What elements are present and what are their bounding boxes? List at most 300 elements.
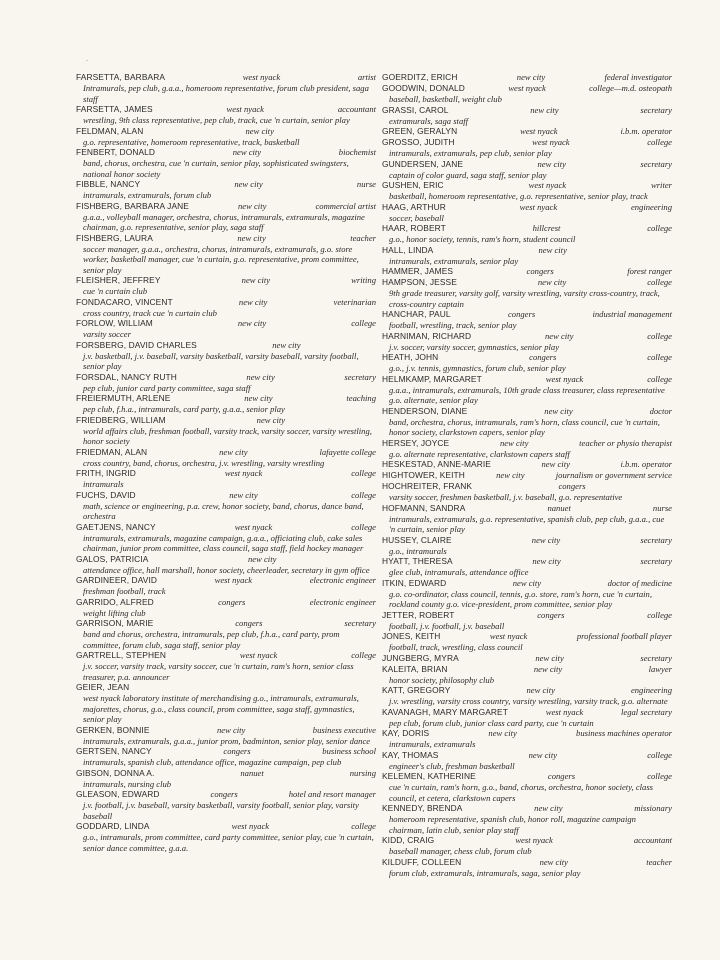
student-name: KAY, THOMAS <box>382 749 439 760</box>
senior-entry <box>76 575 376 597</box>
entry-header <box>382 535 672 546</box>
entry-header <box>382 331 672 342</box>
senior-entry <box>76 147 376 179</box>
student-name: FELDMAN, ALAN <box>76 125 144 136</box>
activities: football, wrestling, track, senior play <box>389 320 517 330</box>
activities: g.o. alternate representative, clarkstown capers staff <box>389 448 570 459</box>
senior-entry <box>382 610 672 632</box>
activities: j.v. basketball, j.v. baseball, varsity basketball, varsity baseball, varsity football, senior play <box>83 350 359 371</box>
career-goal: secretary <box>640 104 672 115</box>
entry-header <box>76 554 376 565</box>
senior-entry <box>382 685 672 707</box>
career-goal: legal secretary <box>621 706 672 717</box>
senior-entry <box>382 202 672 224</box>
career-goal: journalism or government service <box>555 470 672 480</box>
career-goal: accountant <box>337 104 376 114</box>
student-name: GOERDITZ, ERICH <box>382 72 458 82</box>
entry-header <box>382 438 672 449</box>
hometown: new city <box>526 685 555 695</box>
senior-entry <box>76 318 376 340</box>
career-goal: college <box>647 609 672 620</box>
activities: engineer's club, freshman basketball <box>389 760 515 771</box>
student-name: HAAG, ARTHUR <box>382 201 446 212</box>
hometown: congers <box>547 771 576 781</box>
hometown: congers <box>218 596 246 607</box>
activities: varsity soccer, freshmen basketball, j.v. baseball, g.o. representative <box>389 492 623 502</box>
entry-header <box>382 159 672 170</box>
senior-entry <box>76 297 376 319</box>
activities: soccer, baseball <box>389 212 444 223</box>
career-goal: industrial management <box>592 309 672 319</box>
career-goal: college <box>351 468 376 478</box>
entry-header <box>382 728 672 739</box>
activities: j.v. soccer, varsity soccer, gymnastics, senior play <box>389 341 560 352</box>
activities: intramurals, extramurals, forum club <box>83 190 212 200</box>
activities: g.a.a., intramurals, extramurals, 10th grade class treasurer, class representative g.o. alternate, senior play <box>389 384 665 405</box>
senior-entry <box>76 768 376 790</box>
student-name: FRIEDMAN, ALAN <box>76 446 148 457</box>
hometown: new city <box>246 371 275 382</box>
student-name: HIGHTOWER, KEITH <box>382 470 465 480</box>
hometown: west nyack <box>226 104 264 114</box>
senior-entry <box>382 126 672 137</box>
hometown: congers <box>223 746 251 756</box>
activities: honor society, philosophy club <box>389 674 495 685</box>
hometown: congers <box>529 352 557 362</box>
entry-header <box>382 137 672 148</box>
senior-entry <box>76 682 376 725</box>
student-name: HYATT, THERESA <box>382 556 453 566</box>
career-goal: missionary <box>634 803 672 813</box>
student-name: HERSEY, JOYCE <box>382 437 450 448</box>
hometown: new city <box>541 459 570 469</box>
entry-header <box>76 746 376 757</box>
senior-entry <box>382 266 672 277</box>
student-name: KALEITA, BRIAN <box>382 663 448 674</box>
entry-header <box>382 309 672 320</box>
hometown: nanuet <box>240 767 264 778</box>
senior-entry <box>76 126 376 148</box>
student-name: GRASSI, CAROL <box>382 104 449 115</box>
career-goal: college <box>647 373 672 384</box>
senior-entry <box>382 277 672 309</box>
activities: intramurals <box>83 479 124 489</box>
entry-header <box>382 481 672 492</box>
student-name: FIBBLE, NANCY <box>76 179 141 189</box>
activities: g.o., honor society, tennis, ram's horn, student council <box>389 234 576 244</box>
activities: glee club, intramurals, attendance office <box>389 567 529 577</box>
activities: j.v. wrestling, varsity cross country, varsity wrestling, varsity track, g.o. alternate <box>389 696 668 706</box>
career-goal: nursing <box>349 767 376 778</box>
hometown: new city <box>245 125 274 136</box>
student-name: FARSETTA, BARBARA <box>76 72 166 82</box>
activities: intramurals, extramurals <box>389 739 476 749</box>
entry-header <box>382 771 672 782</box>
hometown: west nyack <box>489 631 528 641</box>
hometown: west nyack <box>515 835 553 845</box>
senior-entry <box>382 105 672 127</box>
activities: basketball, homeroom representative, g.o. representative, senior play, track <box>389 191 648 201</box>
hometown: new city <box>537 277 567 287</box>
student-name: HOFMANN, SANDRA <box>382 502 466 513</box>
hometown: west nyack <box>242 72 281 82</box>
student-name: HEATH, JOHN <box>382 352 439 362</box>
career-goal: secretary <box>640 556 672 566</box>
student-name: GARRISON, MARIE <box>76 618 154 628</box>
student-name: HESKESTAD, ANNE-MARIE <box>382 459 491 469</box>
activities: pep club, f.h.a., intramurals, card party, g.a.a., senior play <box>83 404 285 414</box>
student-name: KAY, DORIS <box>382 728 430 738</box>
student-name: FENBERT, DONALD <box>76 147 156 157</box>
hometown: new city <box>533 663 563 674</box>
student-name: HENDERSON, DIANE <box>382 405 468 416</box>
activities: math, science or engineering, p.a. crew, honor society, band, chorus, dance band, orchestra <box>83 500 364 521</box>
career-goal: teacher <box>350 232 376 243</box>
student-name: GUNDERSEN, JANE <box>382 158 464 169</box>
entry-header <box>76 147 376 158</box>
hometown: nanuet <box>547 502 571 513</box>
student-name: FONDACARO, VINCENT <box>76 296 173 307</box>
entry-header <box>382 105 672 116</box>
senior-entry <box>76 490 376 522</box>
student-name: GERTSEN, NANCY <box>76 746 152 756</box>
senior-entry <box>382 137 672 159</box>
student-name: FORLOW, WILLIAM <box>76 318 153 328</box>
hometown: new city <box>272 339 301 350</box>
student-name: FRITH, INGRID <box>76 468 136 478</box>
senior-entry <box>382 159 672 181</box>
entry-header <box>76 618 376 629</box>
career-goal: artist <box>357 72 376 82</box>
hometown: new city <box>238 296 268 307</box>
senior-entry <box>382 857 672 879</box>
student-name: GARRIDO, ALFRED <box>76 596 154 607</box>
senior-entry <box>382 750 672 772</box>
senior-entry <box>382 438 672 460</box>
senior-entry <box>382 72 672 83</box>
senior-entry <box>76 72 376 104</box>
student-name: FORSDAL, NANCY RUTH <box>76 371 177 382</box>
hometown: new city <box>229 489 258 500</box>
career-goal: college <box>647 771 672 781</box>
activities: homeroom representative, spanish club, honor roll, magazine campaign chairman, latin club, senior play staff <box>389 814 636 835</box>
right-column <box>382 72 672 878</box>
activities: wrestling, 9th class representative, pep club, track, cue 'n curtain, senior play <box>83 115 350 125</box>
student-name: JONES, KEITH <box>382 631 441 641</box>
senior-entry <box>382 556 672 578</box>
student-name: KIDD, CRAIG <box>382 835 435 845</box>
hometown: new city <box>538 244 567 255</box>
senior-entry <box>382 728 672 750</box>
hometown: new city <box>530 104 559 115</box>
student-name: FREIERMUTH, ARLENE <box>76 393 171 403</box>
activities: g.o. representative, homeroom representative, track, basketball <box>83 136 300 147</box>
student-name: KATT, GREGORY <box>382 685 451 695</box>
career-goal: secretary <box>640 534 672 545</box>
career-goal: secretary <box>344 371 376 382</box>
career-goal: college <box>351 521 376 532</box>
hometown: west nyack <box>545 706 584 717</box>
hometown: new city <box>237 232 266 243</box>
activities: g.o., intramurals <box>389 545 447 556</box>
hometown: west nyack <box>532 137 570 147</box>
left-column <box>76 72 376 853</box>
career-goal: electronic engineer <box>309 596 376 607</box>
activities: soccer manager, g.a.a., orchestra, chorus, intramurals, extramurals, g.o. store worker, basketball manager, cue 'n curtain, g.o. representative, prom committee, senior play <box>83 243 359 275</box>
entry-header <box>382 664 672 675</box>
career-goal: federal investigator <box>604 72 672 82</box>
activities: forum club, extramurals, intramurals, saga, senior play <box>389 867 581 878</box>
hometown: west nyack <box>520 126 558 136</box>
student-name: KAVANAGH, MARY MARGARET <box>382 706 508 717</box>
career-goal: veterinarian <box>333 296 376 307</box>
senior-entry <box>382 83 672 105</box>
entry-header <box>382 126 672 137</box>
career-goal: commercial artist <box>315 200 376 211</box>
hometown: new city <box>537 158 566 169</box>
activities: 9th grade treasurer, varsity golf, varsity wrestling, varsity cross-country, track, cross-country captain <box>389 288 660 309</box>
career-goal: business school <box>322 746 376 756</box>
career-goal: nurse <box>356 179 376 189</box>
activities: football, j.v. football, j.v. baseball <box>389 620 505 631</box>
activities: g.o. co-ordinator, class council, tennis, g.o. store, ram's horn, cue 'n curtain, rockland county g.o. vice-president, prom committee, senior play <box>389 588 652 609</box>
student-name: GEIER, JEAN <box>76 682 130 692</box>
entry-header <box>76 318 376 329</box>
senior-entry <box>76 201 376 233</box>
career-goal: secretary <box>640 652 672 663</box>
hometown: new city <box>234 179 263 189</box>
hometown: congers <box>235 618 263 628</box>
student-name: HOCHREITER, FRANK <box>382 481 473 491</box>
activities: football, track, wrestling, class council <box>389 642 523 652</box>
hometown: west nyack <box>508 83 546 93</box>
hometown: west nyack <box>519 201 558 212</box>
student-name: HANCHAR, PAUL <box>382 309 451 319</box>
career-goal: writing <box>351 275 376 285</box>
entry-header <box>382 835 672 846</box>
student-name: HALL, LINDA <box>382 244 434 255</box>
entry-header <box>382 406 672 417</box>
career-goal: lafayette college <box>319 446 376 457</box>
senior-entry <box>382 309 672 331</box>
hometown: new city <box>219 446 248 457</box>
entry-header <box>76 72 376 83</box>
entry-header <box>382 374 672 385</box>
entry-header <box>382 653 672 664</box>
career-goal: college <box>647 137 672 147</box>
career-goal: teaching <box>346 393 376 403</box>
student-name: GLEASON, EDWARD <box>76 789 160 799</box>
student-name: KENNEDY, BRENDA <box>382 803 463 813</box>
entry-header <box>76 468 376 479</box>
student-name: GODDARD, LINDA <box>76 821 150 831</box>
senior-entry <box>382 352 672 374</box>
student-name: FORSBERG, DAVID CHARLES <box>76 339 197 350</box>
activities: g.o., j.v. tennis, gymnastics, forum club, senior play <box>389 363 566 373</box>
hometown: west nyack <box>231 821 270 831</box>
entry-header <box>382 631 672 642</box>
student-name: GREEN, GERALYN <box>382 126 458 136</box>
student-name: HELMKAMP, MARGARET <box>382 373 482 384</box>
entry-header <box>76 575 376 586</box>
activities: pep club, forum club, junior class card party, cue 'n curtain <box>389 717 594 728</box>
hometown: west nyack <box>545 373 584 384</box>
entry-header <box>76 415 376 426</box>
activities: cue 'n curtain club <box>83 286 148 296</box>
student-name: FUCHS, DAVID <box>76 489 136 500</box>
senior-entry <box>382 835 672 857</box>
activities: captain of color guard, saga staff, senior play <box>389 169 547 180</box>
activities: weight lifting club <box>83 607 146 618</box>
activities: intramurals, spanish club, attendance office, magazine campaign, pep club <box>83 757 342 767</box>
career-goal: nurse <box>652 502 672 513</box>
senior-entry <box>76 821 376 853</box>
hometown: new city <box>488 728 517 738</box>
entry-header <box>382 750 672 761</box>
senior-entry <box>76 618 376 650</box>
entry-header <box>76 201 376 212</box>
career-goal: business machines operator <box>576 728 672 738</box>
activities: g.o., intramurals, prom committee, card party committee, senior play, cue 'n curtain, senior dance committee, g.a.a. <box>83 832 374 853</box>
career-goal: teacher <box>646 856 672 867</box>
activities: cross country, band, chorus, orchestra, j.v. wrestling, varsity wrestling <box>83 457 325 468</box>
career-goal: business executive <box>312 724 376 735</box>
career-goal: teacher or physio therapist <box>579 437 672 448</box>
senior-entry <box>76 522 376 554</box>
student-name: GIBSON, DONNA A. <box>76 767 155 778</box>
hometown: new city <box>238 200 267 211</box>
entry-header <box>76 233 376 244</box>
career-goal: doctor of medicine <box>607 577 672 588</box>
career-goal: college <box>647 352 672 362</box>
hometown: new city <box>539 856 568 867</box>
student-name: GOODWIN, DONALD <box>382 83 465 93</box>
activities: Intramurals, pep club, g.a.a., homeroom representative, forum club president, saga staff <box>83 83 369 104</box>
activities: world affairs club, freshman football, varsity track, varsity soccer, varsity wrestling, honor society <box>83 425 372 446</box>
entry-header <box>382 266 672 277</box>
activities: j.v. football, j.v. baseball, varsity basketball, varsity football, senior play, varsity baseball <box>83 800 359 821</box>
student-name: ITKIN, EDWARD <box>382 577 447 588</box>
entry-header <box>382 803 672 814</box>
student-name: GERKEN, BONNIE <box>76 724 150 735</box>
entry-header <box>382 180 672 191</box>
hometown: new city <box>528 749 558 760</box>
senior-entry <box>382 653 672 664</box>
entry-header <box>76 768 376 779</box>
senior-entry <box>382 223 672 245</box>
hometown: west nyack <box>528 180 567 190</box>
career-goal: doctor <box>649 405 672 416</box>
student-name: HARNIMAN, RICHARD <box>382 330 472 341</box>
activities: j.v. soccer, varsity track, varsity soccer, cue 'n curtain, ram's horn, senior class treasurer, p.a. announcer <box>83 661 354 682</box>
entry-header <box>382 578 672 589</box>
activities: band, orchestra, chorus, intramurals, ram's horn, class council, cue 'n curtain, honor society, clarkstown capers, senior play <box>389 416 660 437</box>
student-name: FARSETTA, JAMES <box>76 104 153 114</box>
entry-header <box>76 597 376 608</box>
senior-entry <box>382 406 672 438</box>
entry-header <box>382 556 672 567</box>
entry-header <box>76 682 376 693</box>
activities: band and chorus, orchestra, intramurals, pep club, f.h.a., card party, prom committee, forum club, saga staff, senior play <box>83 629 340 650</box>
student-name: GUSHEN, ERIC <box>382 180 444 190</box>
student-name: KELEMEN, KATHERINE <box>382 771 476 781</box>
career-goal: accountant <box>633 835 672 845</box>
hometown: congers <box>537 609 565 620</box>
hometown: new city <box>256 414 286 425</box>
hometown: west nyack <box>224 468 263 478</box>
student-name: HUSSEY, CLAIRE <box>382 534 452 545</box>
activities: pep club, junior card party committee, saga staff <box>83 382 251 393</box>
entry-header <box>76 104 376 115</box>
senior-entry <box>76 104 376 126</box>
career-goal: hotel and resort manager <box>288 789 376 799</box>
career-goal: engineering <box>630 685 672 695</box>
senior-entry <box>382 245 672 267</box>
activities: intramurals, extramurals, senior play <box>389 255 519 266</box>
student-name: FLEISHER, JEFFREY <box>76 275 161 285</box>
career-goal: college <box>647 277 672 287</box>
hometown: congers <box>210 789 238 799</box>
senior-entry <box>76 179 376 201</box>
hometown: new city <box>534 803 563 813</box>
entry-header <box>76 821 376 832</box>
senior-entry <box>382 578 672 610</box>
hometown: new city <box>241 275 271 285</box>
career-goal: engineering <box>630 201 672 212</box>
student-name: GARTRELL, STEPHEN <box>76 650 166 660</box>
hometown: new city <box>544 330 574 341</box>
activities: west nyack laboratory institute of merchandising g.o., intramurals, extramurals, majorettes, chorus, g.o., class council, prom committee, saga staff, gymnastics, senior play <box>83 693 359 724</box>
hometown: congers <box>526 266 554 276</box>
activities: freshman football, track <box>83 586 166 596</box>
student-name: FISHBERG, BARBARA JANE <box>76 200 189 211</box>
senior-entry <box>76 554 376 576</box>
entry-header <box>76 126 376 137</box>
student-name: GARDINEER, DAVID <box>76 575 158 585</box>
entry-header <box>76 275 376 286</box>
senior-entry <box>76 447 376 469</box>
student-name: GALOS, PATRICIA <box>76 553 149 564</box>
student-name: HAMPSON, JESSE <box>382 277 457 287</box>
hometown: new city <box>532 556 561 566</box>
senior-entry <box>76 340 376 372</box>
activities: intramurals, extramurals, pep club, senior play <box>389 148 552 158</box>
senior-entry <box>76 372 376 394</box>
senior-entry <box>76 468 376 490</box>
senior-entry <box>382 503 672 535</box>
senior-entry <box>382 664 672 686</box>
student-name: KILDUFF, COLLEEN <box>382 856 462 867</box>
senior-entry <box>76 275 376 297</box>
hometown: new city <box>512 577 542 588</box>
senior-entry <box>382 459 672 470</box>
activities: attendance office, hall marshall, honor society, cheerleader, secretary in gym office <box>83 564 370 575</box>
entry-header <box>382 610 672 621</box>
hometown: new city <box>244 393 273 403</box>
activities: cue 'n curtain, ram's horn, g.o., band, chorus, orchestra, honor society, class council, et cetera, clarkstown capers <box>389 782 654 803</box>
senior-entry <box>382 481 672 503</box>
activities: varsity soccer <box>83 329 131 339</box>
career-goal: lawyer <box>648 663 672 674</box>
hometown: new city <box>544 405 573 416</box>
hometown: hillcrest <box>532 223 561 233</box>
entry-header <box>76 789 376 800</box>
hometown: new city <box>237 318 267 328</box>
career-goal: i.b.m. operator <box>620 126 672 136</box>
senior-entry <box>382 180 672 202</box>
career-goal: college <box>647 749 672 760</box>
hometown: congers <box>558 481 586 491</box>
